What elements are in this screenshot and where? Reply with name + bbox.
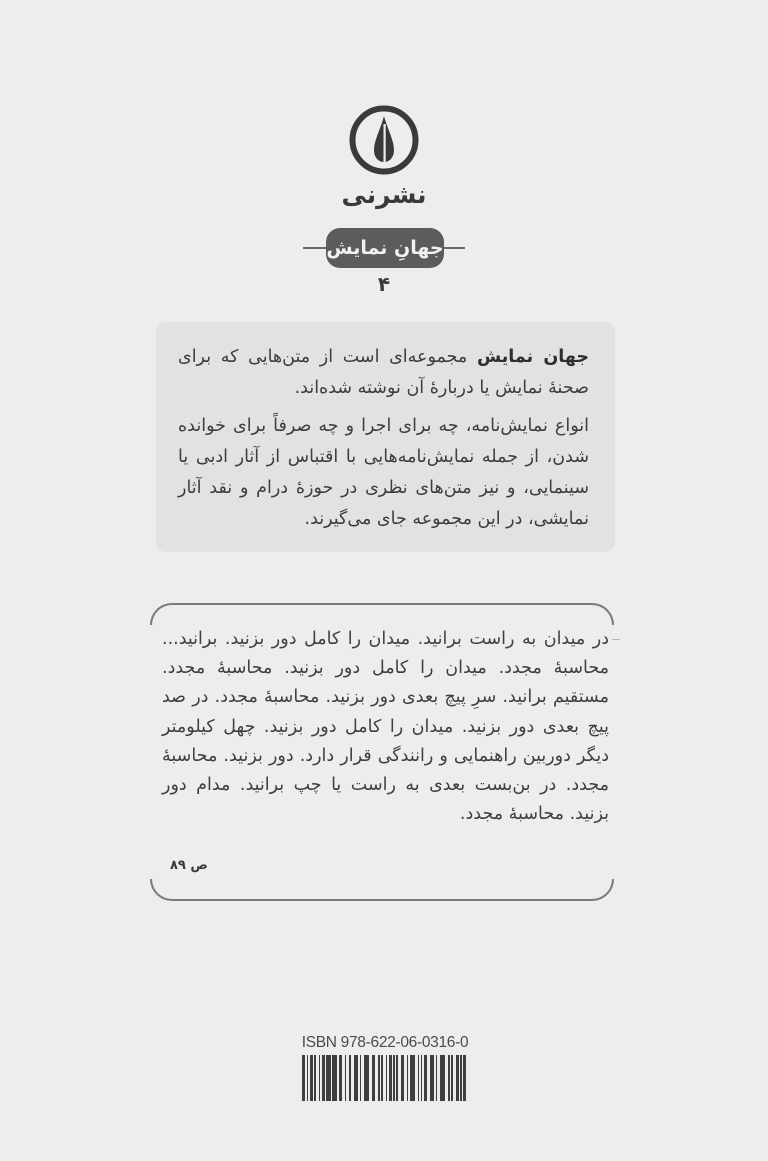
- excerpt-page-reference: ص ۸۹: [170, 858, 208, 873]
- excerpt-text: در میدان به راست برانید. میدان را کامل دور بزنید. برانید... محاسبهٔ مجدد. میدان را کامل دور بزنید. محاسبهٔ مجدد. مستقیم برانید. سرِ پیچ بعدی دور بزنید. محاسبهٔ مجدد. در صد پیچ بعدی دور بزنید. میدان را کامل دور بزنید. چهل کیلومتر دیگر دوربین راهنمایی و رانندگی قرار دارد. دور بزنید. محاسبهٔ مجدد. در بن‌بست بعدی به راست یا چپ برانید. مدام دور بزنید. محاسبهٔ مجدد.: [162, 629, 609, 825]
- excerpt-bracket-top: [150, 603, 614, 625]
- barcode-bar: [463, 1055, 466, 1101]
- dialogue-dash: [612, 639, 620, 640]
- series-description-paragraph-2: انواع نمایش‌نامه، چه برای اجرا و چه صرفاً برای خوانده شدن، از جمله نمایش‌نامه‌هایی با اقتباس از آثار ادبی یا سینمایی، و نیز متن‌های نظری در حوزهٔ درام و نقد آثار نمایشی، در این مجموعه جای می‌گیرند.: [178, 416, 589, 529]
- leaf-in-circle-icon: [348, 104, 420, 176]
- barcode-icon: [302, 1055, 467, 1101]
- series-description-box: [156, 322, 615, 552]
- series-description-text-1: مجموعه‌ای است از متن‌هایی که برای صحنهٔ نمایش یا دربارهٔ آن نوشته شده‌اند.: [178, 347, 589, 398]
- book-excerpt: [150, 603, 614, 901]
- series-badge: جهانِ نمایش: [326, 228, 444, 268]
- publisher-logo: [348, 104, 420, 176]
- publisher-name: نشرنی: [341, 180, 427, 209]
- excerpt-bracket-bottom: [150, 879, 614, 901]
- series-number: ۴: [377, 272, 391, 296]
- series-name-emphasis: جهان نمایش: [476, 347, 589, 367]
- isbn-number: ISBN 978-622-06-0316-0: [301, 1034, 469, 1051]
- series-description-paragraph-1: [178, 342, 589, 404]
